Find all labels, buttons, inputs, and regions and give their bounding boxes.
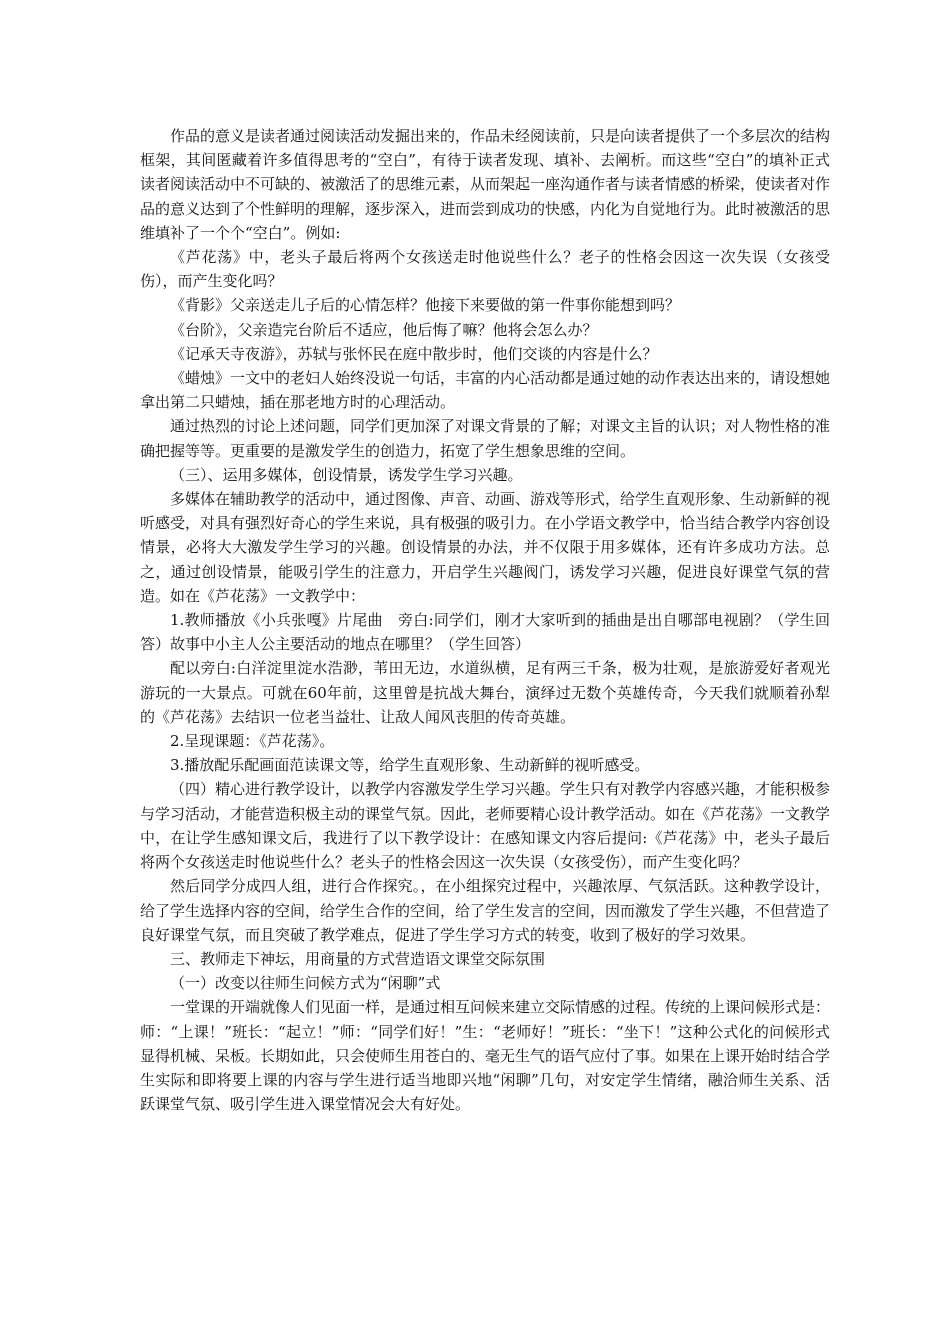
paragraph: 《芦花荡》中，老头子最后将两个女孩送走时他说些什么？老子的性格会因这一次失误（女孩受伤），而产生变化吗？ <box>140 248 830 291</box>
paragraph: 1.教师播放《小兵张嘎》片尾曲 旁白:同学们，刚才大家听到的插曲是出自哪部电视剧？（学生回答）故事中小主人公主要活动的地点在哪里？（学生回答） <box>140 611 830 654</box>
paragraph: 一堂课的开端就像人们见面一样，是通过相互问候来建立交际情感的过程。传统的上课问候形式是：师：“上课！”班长：“起立！”师：“同学们好！”生：“老师好！”班长：“坐下！”这种公式化的问候形式显得机械、呆板。长期如此，只会使师生用苍白的、毫无生气的语气应付了事。如果在上课开始时结合学生实际和即将要上课的内容与学生进行适当地即兴地“闲聊”几句，对安定学生情绪，融洽师生关系、活跃课堂气氛、吸引学生进入课堂情况会大有好处。 <box>140 998 831 1114</box>
paragraph: 3.播放配乐配画面范读课文等，给学生直观形象、生动新鲜的视听感受。 <box>170 756 650 775</box>
paragraph: 多媒体在辅助教学的活动中，通过图像、声音、动画、游戏等形式，给学生直观形象、生动新鲜的视听感受，对具有强烈好奇心的学生来说，具有极强的吸引力。在小学语文教学中，恰当结合教学内容创设情景，必将大大激发学生学习的兴趣。创设情景的办法，并不仅限于用多媒体，还有许多成功方法。总之，通过创设情景，能吸引学生的注意力，开启学生兴趣阀门，诱发学习兴趣，促进良好课堂气氛的营造。如在《芦花荡》一文教学中： <box>140 490 831 605</box>
paragraph: 《蜡烛》一文中的老妇人始终没说一句话，丰富的内心活动都是通过她的动作表达出来的，请设想她拿出第二只蜡烛，插在那老地方时的心理活动。 <box>140 369 831 412</box>
paragraph: 作品的意义是读者通过阅读活动发掘出来的，作品未经阅读前，只是向读者提供了一个多层次的结构框架，其间匿藏着许多值得思考的“空白”，有待于读者发现、填补、去阐析。而这些“空白”的填补正式读者阅读活动中不可缺的、被激活了的思维元素，从而架起一座沟通作者与读者情感的桥梁，使读者对作品的意义达到了个性鲜明的理解，逐步深入，进而尝到成功的快感，内化为自觉地行为。此时被激活的思维填补了一个个“空白”。例如: <box>140 127 831 242</box>
paragraph: 然后同学分成四人组，进行合作探究。，在小组探究过程中，兴趣浓厚、气氛活跃。这种教学设计，给了学生选择内容的空间，给学生合作的空间，给了学生发言的空间，因而激发了学生兴趣，不但营造了良好课堂气氛，而且突破了教学难点，促进了学生学习方式的转变，收到了极好的学习效果。 <box>140 877 831 944</box>
paragraph: 《台阶》，父亲造完台阶后不适应，他后悔了嘛？他将会怎么办？ <box>170 320 598 339</box>
subsection-heading: （一）改变以往师生问候方式为“闲聊”式 <box>170 974 441 993</box>
paragraph: 配以旁白:白洋淀里淀水浩渺，苇田无边，水道纵横，足有两三千条，极为壮观，是旅游爱好者观光游玩的一大景点。可就在60年前，这里曾是抗战大舞台，演绎过无数个英雄传奇，今天我们就顺着孙犁的《芦花荡》去结识一位老当益壮、让敌人闻风丧胆的传奇英雄。 <box>140 659 830 726</box>
paragraph: 2.呈现课题：《芦花荡》。 <box>170 732 335 751</box>
paragraph: 《背影》父亲送走儿子后的心情怎样？他接下来要做的第一件事你能想到吗？ <box>170 296 681 315</box>
section-heading: （三）、运用多媒体，创设情景，诱发学生学习兴趣。 <box>170 465 523 484</box>
section-heading: 三、教师走下神坛，用商量的方式营造语文课堂交际氛围 <box>170 949 546 968</box>
paragraph: （四）精心进行教学设计，以教学内容激发学生学习兴趣。学生只有对教学内容感兴趣，才能积极参与学习活动，才能营造积极主动的课堂气氛。因此，老师要精心设计教学活动。如在《芦花荡》一文教学中，在让学生感知课文后，我进行了以下教学设计：在感知课文内容后提问:《芦花荡》中，老头子最后将两个女孩送走时他说些什么？老头子的性格会因这一次失误（女孩受伤），而产生变化吗？ <box>140 780 831 872</box>
document-body <box>140 124 830 1116</box>
paragraph: 通过热烈的讨论上述问题，同学们更加深了对课文背景的了解；对课文主旨的认识；对人物性格的准确把握等等。更重要的是激发学生的创造力，拓宽了学生想象思维的空间。 <box>140 417 831 460</box>
paragraph: 《记承天寺夜游》，苏轼与张怀民在庭中散步时，他们交谈的内容是什么？ <box>170 344 658 363</box>
